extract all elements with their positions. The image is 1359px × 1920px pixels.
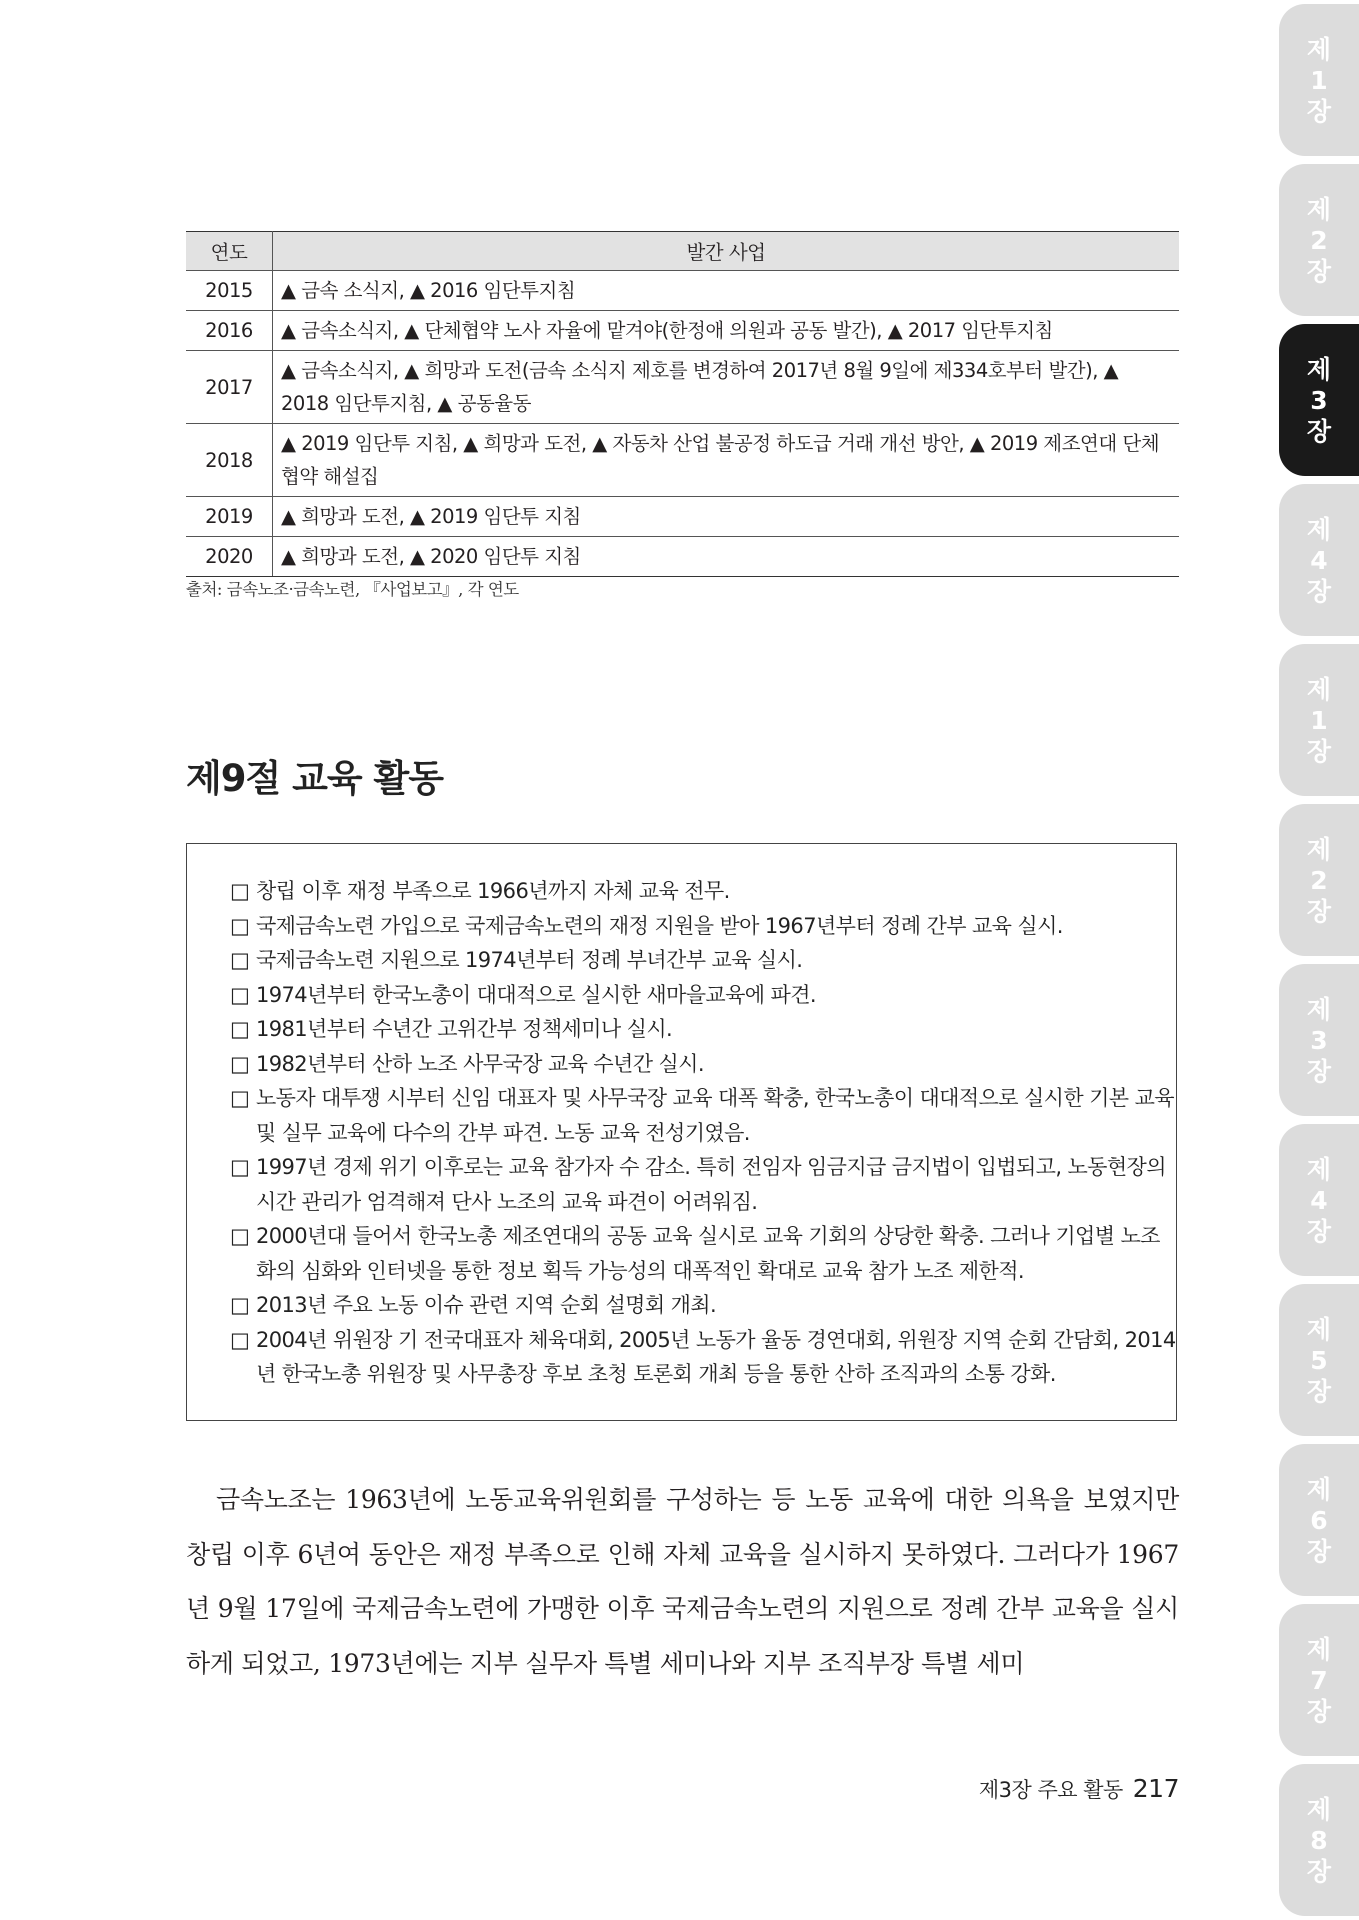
summary-text: 1997년 경제 위기 이후로는 교육 참가자 수 감소. 특히 전임자 임금지급 금지법이 입법되고, 노동현장의 시간 관리가 엄격해져 단사 노조의 교육 파견이 어려워짐. (256, 1155, 1166, 1214)
tab-line3: 장 (1306, 256, 1332, 286)
checkbox-icon: □ (230, 879, 250, 903)
chapter-tab[interactable] (1279, 1124, 1359, 1276)
table-row (186, 271, 1179, 311)
summary-item (230, 1012, 1176, 1047)
checkbox-icon: □ (230, 1017, 250, 1041)
chapter-tab[interactable] (1279, 164, 1359, 316)
summary-list (187, 844, 1176, 1392)
summary-text: 2000년대 들어서 한국노총 제조연대의 공동 교육 실시로 교육 기회의 상당한 확충. 그러나 기업별 노조화의 심화와 인터넷을 통한 정보 획득 가능성의 대폭적인 확대로 교육 참가 노조 제한적. (256, 1224, 1160, 1283)
header-content: 발간 사업 (273, 232, 1180, 271)
summary-text: 노동자 대투쟁 시부터 신임 대표자 및 사무국장 교육 대폭 확충, 한국노총이 대대적으로 실시한 기본 교육 및 실무 교육에 다수의 간부 파견. 노동 교육 전성기였음. (256, 1086, 1174, 1145)
chapter-tab[interactable] (1279, 964, 1359, 1116)
chapter-tab[interactable] (1279, 1764, 1359, 1916)
tab-line2: 3 (1310, 385, 1328, 415)
summary-item (230, 943, 1176, 978)
tab-line2: 1 (1310, 65, 1328, 95)
summary-text: 국제금속노련 가입으로 국제금속노련의 재정 지원을 받아 1967년부터 정례 간부 교육 실시. (256, 913, 1063, 938)
page-footer (950, 1774, 1179, 1804)
tab-line1: 제 (1306, 1794, 1332, 1824)
table-row (186, 351, 1179, 424)
chapter-tab[interactable] (1279, 1284, 1359, 1436)
row-content: ▲ 희망과 도전, ▲ 2019 임단투 지침 (273, 497, 1180, 537)
tab-line1: 제 (1306, 1314, 1332, 1344)
row-content: ▲ 금속 소식지, ▲ 2016 임단투지침 (273, 271, 1180, 311)
tab-line2: 4 (1310, 1185, 1328, 1215)
checkbox-icon: □ (230, 1327, 250, 1352)
row-year: 2016 (186, 311, 273, 351)
tab-line1: 제 (1306, 834, 1332, 864)
tab-line3: 장 (1306, 1376, 1332, 1406)
table-row (186, 497, 1179, 537)
checkbox-icon: □ (230, 948, 250, 972)
tab-line2: 3 (1310, 1025, 1328, 1055)
publication-table (186, 231, 1179, 577)
summary-item (230, 1288, 1176, 1323)
checkbox-icon: □ (230, 1155, 250, 1179)
checkbox-icon: □ (230, 1224, 250, 1248)
summary-item (230, 1323, 1176, 1392)
summary-text: 2004년 위원장 기 전국대표자 체육대회, 2005년 노동가 율동 경연대회, 위원장 지역 순회 간담회, 2014년 한국노총 위원장 및 사무총장 후보 초청 토론회 개최 등을 통한 산하 조직과의 소통 강화. (256, 1327, 1176, 1386)
chapter-tab[interactable] (1279, 804, 1359, 956)
page-number: 217 (1132, 1774, 1179, 1803)
tab-line2: 2 (1310, 865, 1328, 895)
tab-line1: 제 (1306, 1474, 1332, 1504)
tab-line3: 장 (1306, 1056, 1332, 1086)
summary-text: 국제금속노련 지원으로 1974년부터 정례 부녀간부 교육 실시. (256, 948, 803, 972)
tab-line1: 제 (1306, 994, 1332, 1024)
tab-line3: 장 (1306, 1856, 1332, 1886)
summary-item (230, 1047, 1176, 1082)
summary-text: 1982년부터 산하 노조 사무국장 교육 수년간 실시. (256, 1051, 704, 1076)
summary-item (230, 978, 1176, 1013)
chapter-tab[interactable] (1279, 1444, 1359, 1596)
tab-line3: 장 (1306, 576, 1332, 606)
checkbox-icon: □ (230, 1051, 250, 1076)
summary-box (186, 843, 1177, 1421)
chapter-tab-active[interactable] (1279, 324, 1359, 476)
row-content: ▲ 금속소식지, ▲ 단체협약 노사 자율에 맡겨야(한정애 의원과 공동 발간), ▲ 2017 임단투지침 (273, 311, 1180, 351)
tab-line2: 4 (1310, 545, 1328, 575)
tab-line1: 제 (1306, 1634, 1332, 1664)
summary-text: 1981년부터 수년간 고위간부 정책세미나 실시. (256, 1017, 673, 1041)
checkbox-icon: □ (230, 1293, 250, 1317)
tab-line2: 6 (1310, 1505, 1328, 1535)
summary-text: 창립 이후 재정 부족으로 1966년까지 자체 교육 전무. (256, 879, 730, 903)
tab-line3: 장 (1306, 96, 1332, 126)
tab-line3: 장 (1306, 1696, 1332, 1726)
tab-line1: 제 (1306, 674, 1332, 704)
tab-line3: 장 (1306, 736, 1332, 766)
row-year: 2015 (186, 271, 273, 311)
row-content: ▲ 금속소식지, ▲ 희망과 도전(금속 소식지 제호를 변경하여 2017년 8월 9일에 제334호부터 발간), ▲ 2018 임단투지침, ▲ 공동율동 (273, 351, 1180, 424)
summary-item (230, 874, 1176, 909)
tab-line2: 5 (1310, 1345, 1328, 1375)
row-content: ▲ 희망과 도전, ▲ 2020 임단투 지침 (273, 537, 1180, 577)
chapter-tab[interactable] (1279, 1604, 1359, 1756)
table-row (186, 424, 1179, 497)
chapter-tab[interactable] (1279, 484, 1359, 636)
tab-line1: 제 (1306, 194, 1332, 224)
summary-text: 1974년부터 한국노총이 대대적으로 실시한 새마을교육에 파견. (256, 982, 816, 1007)
tab-line3: 장 (1306, 896, 1332, 926)
checkbox-icon: □ (230, 913, 250, 938)
tab-line2: 2 (1310, 225, 1328, 255)
footer-chapter: 제3장 주요 활동 (978, 1778, 1123, 1802)
tab-line2: 8 (1310, 1825, 1328, 1855)
row-year: 2020 (186, 537, 273, 577)
checkbox-icon: □ (230, 982, 250, 1007)
header-year: 연도 (186, 232, 273, 271)
chapter-tab[interactable] (1279, 4, 1359, 156)
table-source-note: 출처: 금속노조·금속노련, 『사업보고』, 각 연도 (186, 580, 519, 599)
summary-item (230, 1150, 1176, 1219)
row-content: ▲ 2019 임단투 지침, ▲ 희망과 도전, ▲ 자동차 산업 불공정 하도급 거래 개선 방안, ▲ 2019 제조연대 단체협약 해설집 (273, 424, 1180, 497)
chapter-tab[interactable] (1279, 644, 1359, 796)
body-paragraph: 금속노조는 1963년에 노동교육위원회를 구성하는 등 노동 교육에 대한 의욕을 보였지만 창립 이후 6년여 동안은 재정 부족으로 인해 자체 교육을 실시하지 못하였다. 그러다가 1967년 9월 17일에 국제금속노련에 가맹한 이후 국제금속노련의 지원으로 정례 간부 교육을 실시하게 되었고, 1973년에는 지부 실무자 특별 세미나와 지부 조직부장 특별 세미 (186, 1485, 1179, 1678)
tab-line1: 제 (1306, 514, 1332, 544)
checkbox-icon: □ (230, 1086, 250, 1110)
table-row (186, 311, 1179, 351)
table-header-row (186, 232, 1179, 271)
tab-line3: 장 (1306, 1216, 1332, 1246)
chapter-tabs (1279, 0, 1359, 1920)
summary-text: 2013년 주요 노동 이슈 관련 지역 순회 설명회 개최. (256, 1293, 717, 1317)
table-row (186, 537, 1179, 577)
tab-line2: 1 (1310, 705, 1328, 735)
summary-item (230, 1081, 1176, 1150)
summary-item (230, 1219, 1176, 1288)
summary-item (230, 909, 1176, 944)
tab-line3: 장 (1306, 1536, 1332, 1566)
row-year: 2018 (186, 424, 273, 497)
tab-line2: 7 (1310, 1665, 1328, 1695)
row-year: 2017 (186, 351, 273, 424)
row-year: 2019 (186, 497, 273, 537)
tab-line1: 제 (1306, 34, 1332, 64)
tab-line1: 제 (1306, 354, 1332, 384)
tab-line3: 장 (1306, 416, 1332, 446)
section-title: 제9절 교육 활동 (186, 757, 443, 800)
tab-line1: 제 (1306, 1154, 1332, 1184)
